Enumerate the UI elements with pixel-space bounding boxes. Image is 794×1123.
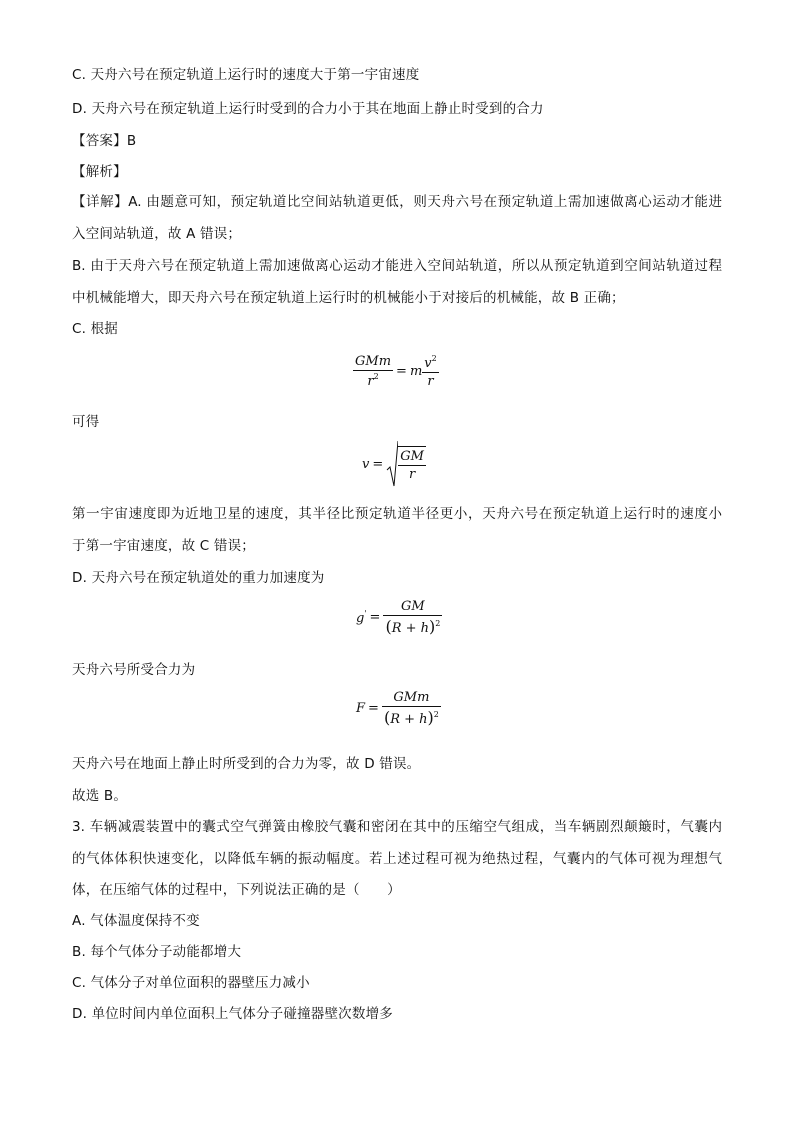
detail-line-2: 入空间站轨道，故 A 错误； — [72, 226, 242, 242]
question-3-line-1: 3. 车辆减震装置中的囊式空气弹簧由橡胶气囊和密闭在其中的压缩空气组成，当车辆剧烈颠簸时，气囊内 — [72, 819, 722, 835]
formula-denominator — [353, 370, 393, 389]
formula-fraction — [383, 599, 442, 636]
formula-superscript: 2 — [373, 372, 379, 381]
analysis-tag: 【解析】 — [72, 164, 127, 180]
option-d-explain-3: 天舟六号在地面上静止时所受到的合力为零，故 D 错误。 — [72, 756, 421, 772]
formula-fraction — [422, 354, 438, 389]
formula-denominator: r — [398, 465, 426, 482]
formula-equals: = — [369, 610, 381, 625]
formula-net-force — [356, 690, 441, 727]
option-c-explain-3: 第一宇宙速度即为近地卫星的速度，其半径比预定轨道半径更小，天舟六号在预定轨道上运行时的速度小 — [72, 506, 722, 522]
option-c-explain-2: 可得 — [72, 414, 100, 430]
formula-superscript: 2 — [435, 619, 441, 628]
formula-symbol: r — [367, 374, 374, 389]
formula-equals: = — [372, 456, 384, 472]
formula-symbol: m — [409, 364, 423, 379]
option-d-previous: D. 天舟六号在预定轨道上运行时受到的合力小于其在地面上静止时受到的合力 — [72, 101, 544, 117]
formula-fraction — [382, 690, 441, 727]
formula-symbol — [356, 609, 367, 626]
option-b-explain-2: 中机械能增大，即天舟六号在预定轨道上运行时的机械能小于对接后的机械能，故 B 正确； — [72, 290, 625, 306]
option-b-explain-1: B. 由于天舟六号在预定轨道上需加速做离心运动才能进入空间站轨道，所以从预定轨道到空间站轨道过程 — [72, 258, 722, 274]
formula-superscript: 2 — [431, 354, 437, 363]
formula-symbol: R + h — [390, 712, 428, 727]
answer-tag: 【答案】 — [72, 133, 127, 149]
question-3-option-c: C. 气体分子对单位面积的器壁压力减小 — [72, 975, 310, 991]
formula-symbol: R + h — [391, 621, 430, 636]
formula-denominator: $(R + h)^2$ — [383, 708, 439, 727]
formula-denominator: $(R + h)^2$ — [385, 617, 441, 636]
question-3-option-d: D. 单位时间内单位面积上气体分子碰撞器壁次数增多 — [72, 1006, 393, 1022]
formula-numerator: GMm — [355, 354, 392, 369]
option-c-previous: C. 天舟六号在预定轨道上运行时的速度大于第一宇宙速度 — [72, 67, 420, 83]
formula-superscript: ' — [364, 609, 367, 618]
formula-numerator — [422, 354, 438, 372]
formula-symbol: g — [356, 611, 365, 626]
formula-superscript: 2 — [433, 710, 439, 719]
option-d-explain-1: D. 天舟六号在预定轨道处的重力加速度为 — [72, 570, 325, 586]
formula-equals: = — [368, 701, 379, 716]
option-c-explain-1: C. 根据 — [72, 321, 119, 337]
detail-line-1: 【详解】A. 由题意可知，预定轨道比空间站轨道更低，则天舟六号在预定轨道上需加速做离心运动才能进 — [72, 194, 722, 210]
formula-gravity-centripetal — [353, 354, 439, 389]
formula-numerator: GM — [401, 599, 425, 614]
formula-numerator: GM — [400, 449, 424, 464]
formula-numerator: GMm — [393, 690, 430, 705]
formula-denominator: r — [422, 372, 438, 389]
formula-fraction — [353, 354, 393, 389]
question-3-option-b: B. 每个气体分子动能都增大 — [72, 944, 242, 960]
formula-symbol: v — [362, 456, 370, 472]
option-c-explain-4: 于第一宇宙速度，故 C 错误； — [72, 538, 256, 554]
formula-symbol: v — [424, 356, 432, 371]
formula-orbital-velocity — [362, 440, 426, 488]
formula-gravitational-acceleration — [356, 599, 442, 636]
radical-sign-icon — [386, 440, 398, 488]
answer-value: B — [126, 133, 137, 149]
question-3-option-a: A. 气体温度保持不变 — [72, 913, 200, 929]
answer-line — [72, 132, 136, 150]
option-d-explain-2: 天舟六号所受合力为 — [72, 662, 196, 678]
formula-fraction — [398, 446, 426, 482]
question-3-line-2: 的气体体积快速变化，以降低车辆的振动幅度。若上述过程可视为绝热过程，气囊内的气体可视为理想气 — [72, 851, 722, 867]
formula-equals: = — [396, 364, 407, 379]
question-3-line-3: 体，在压缩气体的过程中，下列说法正确的是（ ） — [72, 882, 401, 898]
formula-symbol: F — [356, 701, 366, 716]
conclusion-line: 故选 B。 — [72, 788, 128, 804]
